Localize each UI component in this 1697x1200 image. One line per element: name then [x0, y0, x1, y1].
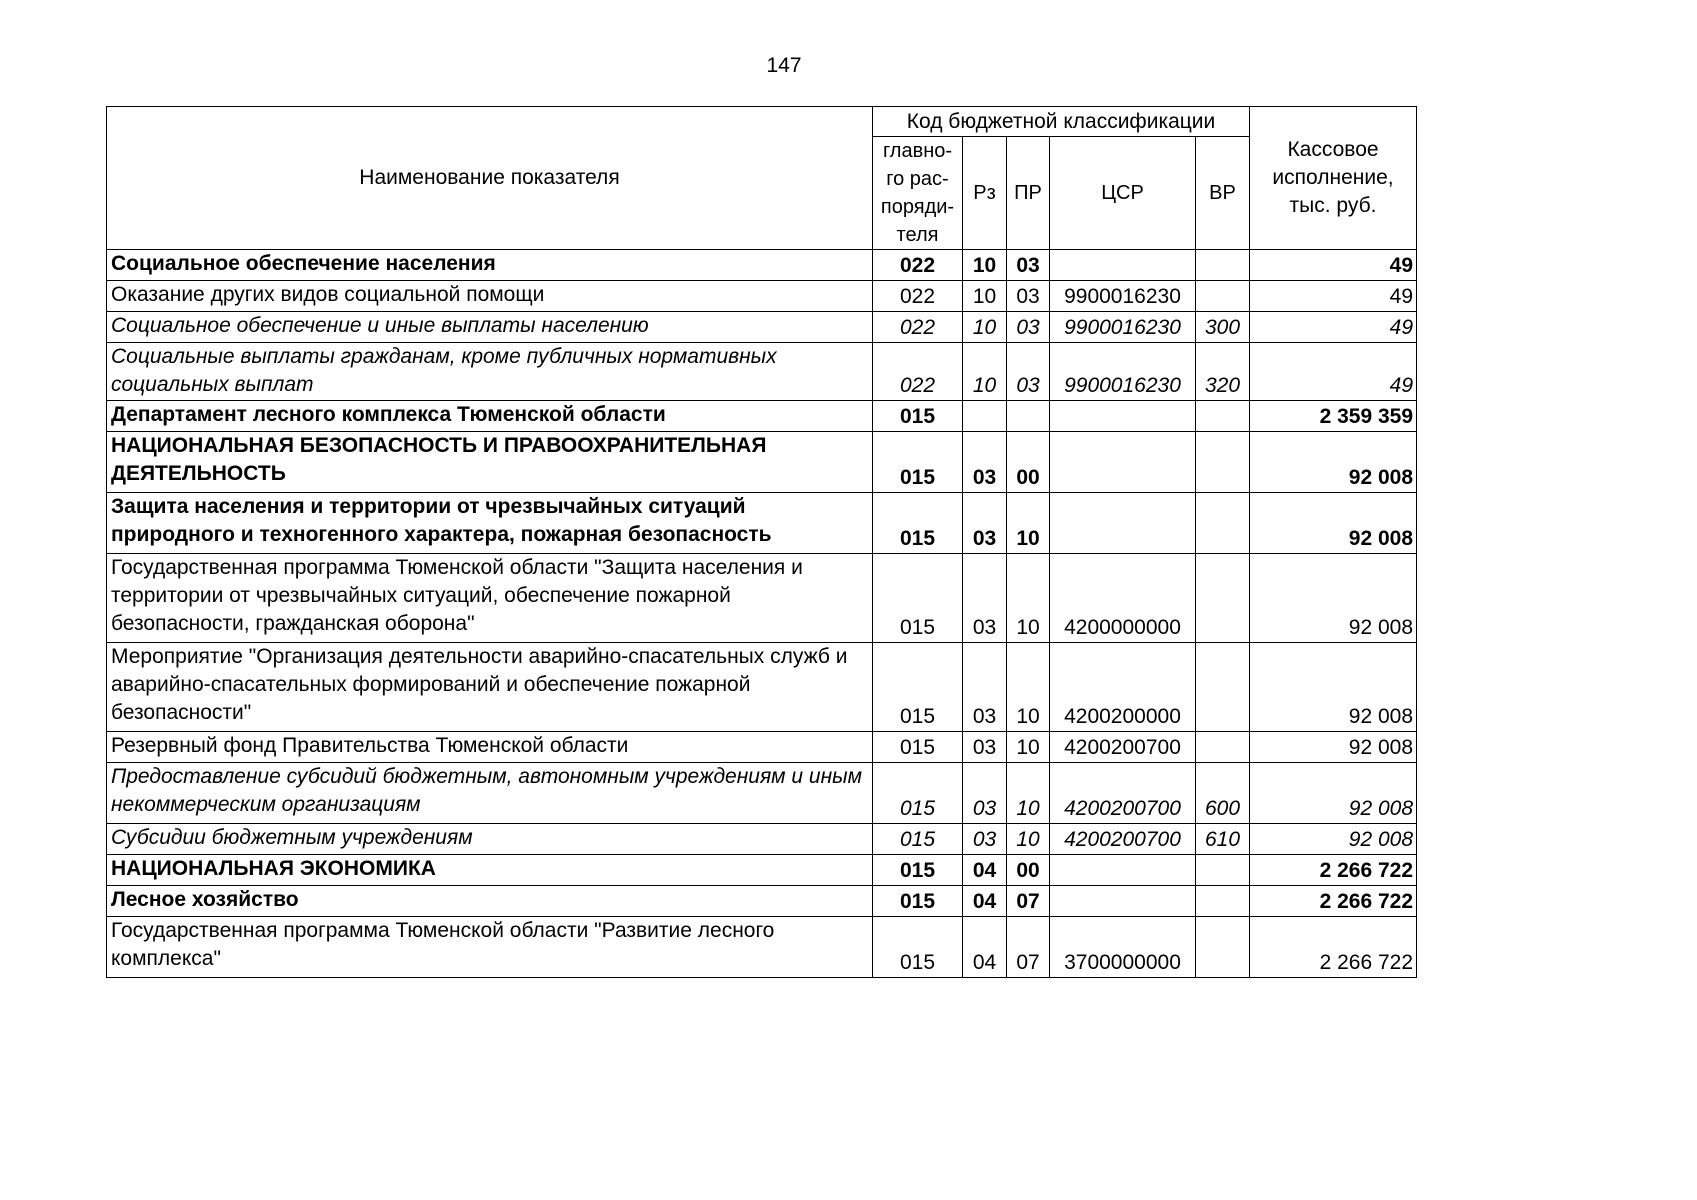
- row-pr-code: 00: [1007, 432, 1050, 493]
- row-vr-code: [1196, 401, 1250, 432]
- table-row: [107, 343, 1417, 401]
- row-name: Оказание других видов социальной помощи: [107, 281, 873, 312]
- row-vr-code: [1196, 250, 1250, 281]
- table-row: [107, 886, 1417, 917]
- row-chief-admin-code: 015: [873, 886, 963, 917]
- row-amount: 92 008: [1250, 732, 1417, 763]
- row-csr-code: [1050, 250, 1196, 281]
- row-rz-code: 03: [963, 643, 1007, 732]
- row-chief-admin-code: 022: [873, 343, 963, 401]
- row-rz-code: [963, 401, 1007, 432]
- row-vr-code: [1196, 554, 1250, 643]
- row-csr-code: [1050, 401, 1196, 432]
- table-row: [107, 917, 1417, 978]
- row-name: НАЦИОНАЛЬНАЯ ЭКОНОМИКА: [107, 855, 873, 886]
- row-csr-code: 9900016230: [1050, 312, 1196, 343]
- row-rz-code: 10: [963, 250, 1007, 281]
- row-amount: 92 008: [1250, 554, 1417, 643]
- header-name: Наименование показателя: [107, 107, 873, 250]
- row-name: Защита населения и территории от чрезвычайных ситуаций природного и техногенного характера, пожарная безопасность: [107, 493, 873, 554]
- header-csr: ЦСР: [1050, 137, 1196, 250]
- table-row: [107, 732, 1417, 763]
- row-vr-code: [1196, 917, 1250, 978]
- row-chief-admin-code: 015: [873, 763, 963, 824]
- row-csr-code: 9900016230: [1050, 281, 1196, 312]
- table-row: [107, 855, 1417, 886]
- header-pr: ПР: [1007, 137, 1050, 250]
- table-row: [107, 643, 1417, 732]
- row-chief-admin-code: 015: [873, 432, 963, 493]
- row-chief-admin-code: 015: [873, 554, 963, 643]
- row-csr-code: [1050, 886, 1196, 917]
- row-rz-code: 10: [963, 312, 1007, 343]
- row-pr-code: 03: [1007, 343, 1050, 401]
- row-name: Субсидии бюджетным учреждениям: [107, 824, 873, 855]
- row-csr-code: 4200200000: [1050, 643, 1196, 732]
- table-row: [107, 493, 1417, 554]
- row-name: Социальные выплаты гражданам, кроме публичных нормативных социальных выплат: [107, 343, 873, 401]
- row-rz-code: 10: [963, 343, 1007, 401]
- row-csr-code: 4200200700: [1050, 732, 1196, 763]
- table-row: [107, 554, 1417, 643]
- row-amount: 92 008: [1250, 824, 1417, 855]
- row-pr-code: 10: [1007, 493, 1050, 554]
- row-chief-admin-code: 015: [873, 824, 963, 855]
- row-vr-code: 300: [1196, 312, 1250, 343]
- row-rz-code: 10: [963, 281, 1007, 312]
- row-csr-code: 4200000000: [1050, 554, 1196, 643]
- table-body: [107, 250, 1417, 978]
- row-csr-code: [1050, 493, 1196, 554]
- row-csr-code: 4200200700: [1050, 824, 1196, 855]
- row-pr-code: 07: [1007, 917, 1050, 978]
- row-pr-code: 10: [1007, 763, 1050, 824]
- row-amount: 92 008: [1250, 763, 1417, 824]
- row-rz-code: 04: [963, 855, 1007, 886]
- row-name: Лесное хозяйство: [107, 886, 873, 917]
- row-pr-code: 10: [1007, 554, 1050, 643]
- row-chief-admin-code: 015: [873, 855, 963, 886]
- row-rz-code: 03: [963, 732, 1007, 763]
- table-row: [107, 824, 1417, 855]
- row-vr-code: 610: [1196, 824, 1250, 855]
- row-amount: 49: [1250, 312, 1417, 343]
- row-vr-code: [1196, 281, 1250, 312]
- row-chief-admin-code: 015: [873, 643, 963, 732]
- header-amount: Кассовое исполнение, тыс. руб.: [1250, 107, 1417, 250]
- row-rz-code: 03: [963, 763, 1007, 824]
- header-chief-admin: главно-го рас-поряди-теля: [873, 137, 963, 250]
- header-budget-code-group: Код бюджетной классификации: [873, 107, 1250, 137]
- row-rz-code: 04: [963, 886, 1007, 917]
- row-vr-code: 320: [1196, 343, 1250, 401]
- row-chief-admin-code: 015: [873, 493, 963, 554]
- row-chief-admin-code: 022: [873, 281, 963, 312]
- row-name: Государственная программа Тюменской области "Защита населения и территории от чрезвычайных ситуаций, обеспечение пожарной безопасности, гражданская оборона": [107, 554, 873, 643]
- row-vr-code: [1196, 432, 1250, 493]
- row-amount: 49: [1250, 343, 1417, 401]
- row-pr-code: 03: [1007, 250, 1050, 281]
- row-csr-code: 9900016230: [1050, 343, 1196, 401]
- row-pr-code: 07: [1007, 886, 1050, 917]
- row-pr-code: [1007, 401, 1050, 432]
- table-row: [107, 432, 1417, 493]
- row-name: Государственная программа Тюменской области "Развитие лесного комплекса": [107, 917, 873, 978]
- row-pr-code: 03: [1007, 281, 1050, 312]
- row-amount: 92 008: [1250, 643, 1417, 732]
- row-name: Резервный фонд Правительства Тюменской области: [107, 732, 873, 763]
- row-name: НАЦИОНАЛЬНАЯ БЕЗОПАСНОСТЬ И ПРАВООХРАНИТЕЛЬНАЯ ДЕЯТЕЛЬНОСТЬ: [107, 432, 873, 493]
- row-vr-code: [1196, 493, 1250, 554]
- table-row: [107, 401, 1417, 432]
- row-amount: 2 266 722: [1250, 917, 1417, 978]
- row-chief-admin-code: 022: [873, 312, 963, 343]
- row-amount: 2 266 722: [1250, 855, 1417, 886]
- table-row: [107, 763, 1417, 824]
- row-name: Департамент лесного комплекса Тюменской области: [107, 401, 873, 432]
- row-rz-code: 03: [963, 824, 1007, 855]
- row-pr-code: 10: [1007, 732, 1050, 763]
- row-amount: 2 266 722: [1250, 886, 1417, 917]
- row-chief-admin-code: 015: [873, 401, 963, 432]
- row-rz-code: 04: [963, 917, 1007, 978]
- row-pr-code: 00: [1007, 855, 1050, 886]
- row-chief-admin-code: 022: [873, 250, 963, 281]
- header-vr: ВР: [1196, 137, 1250, 250]
- row-csr-code: [1050, 432, 1196, 493]
- row-csr-code: 4200200700: [1050, 763, 1196, 824]
- row-pr-code: 10: [1007, 643, 1050, 732]
- budget-execution-table: [106, 106, 1417, 978]
- table-row: [107, 281, 1417, 312]
- table-row: [107, 250, 1417, 281]
- row-vr-code: [1196, 886, 1250, 917]
- row-vr-code: [1196, 732, 1250, 763]
- table-row: [107, 312, 1417, 343]
- header-rz: Рз: [963, 137, 1007, 250]
- row-vr-code: [1196, 855, 1250, 886]
- row-name: Мероприятие "Организация деятельности аварийно-спасательных служб и аварийно-спасательных формирований и обеспечение пожарной безопасности": [107, 643, 873, 732]
- header-row-top: [107, 107, 1417, 137]
- row-name: Предоставление субсидий бюджетным, автономным учреждениям и иным некоммерческим организациям: [107, 763, 873, 824]
- row-chief-admin-code: 015: [873, 917, 963, 978]
- row-amount: 2 359 359: [1250, 401, 1417, 432]
- row-amount: 49: [1250, 281, 1417, 312]
- row-pr-code: 10: [1007, 824, 1050, 855]
- row-rz-code: 03: [963, 493, 1007, 554]
- row-vr-code: 600: [1196, 763, 1250, 824]
- page-number: 147: [766, 54, 802, 77]
- row-amount: 49: [1250, 250, 1417, 281]
- row-csr-code: 3700000000: [1050, 917, 1196, 978]
- row-vr-code: [1196, 643, 1250, 732]
- row-amount: 92 008: [1250, 493, 1417, 554]
- row-rz-code: 03: [963, 432, 1007, 493]
- row-csr-code: [1050, 855, 1196, 886]
- row-name: Социальное обеспечение и иные выплаты населению: [107, 312, 873, 343]
- row-rz-code: 03: [963, 554, 1007, 643]
- row-pr-code: 03: [1007, 312, 1050, 343]
- row-amount: 92 008: [1250, 432, 1417, 493]
- row-name: Социальное обеспечение населения: [107, 250, 873, 281]
- row-chief-admin-code: 015: [873, 732, 963, 763]
